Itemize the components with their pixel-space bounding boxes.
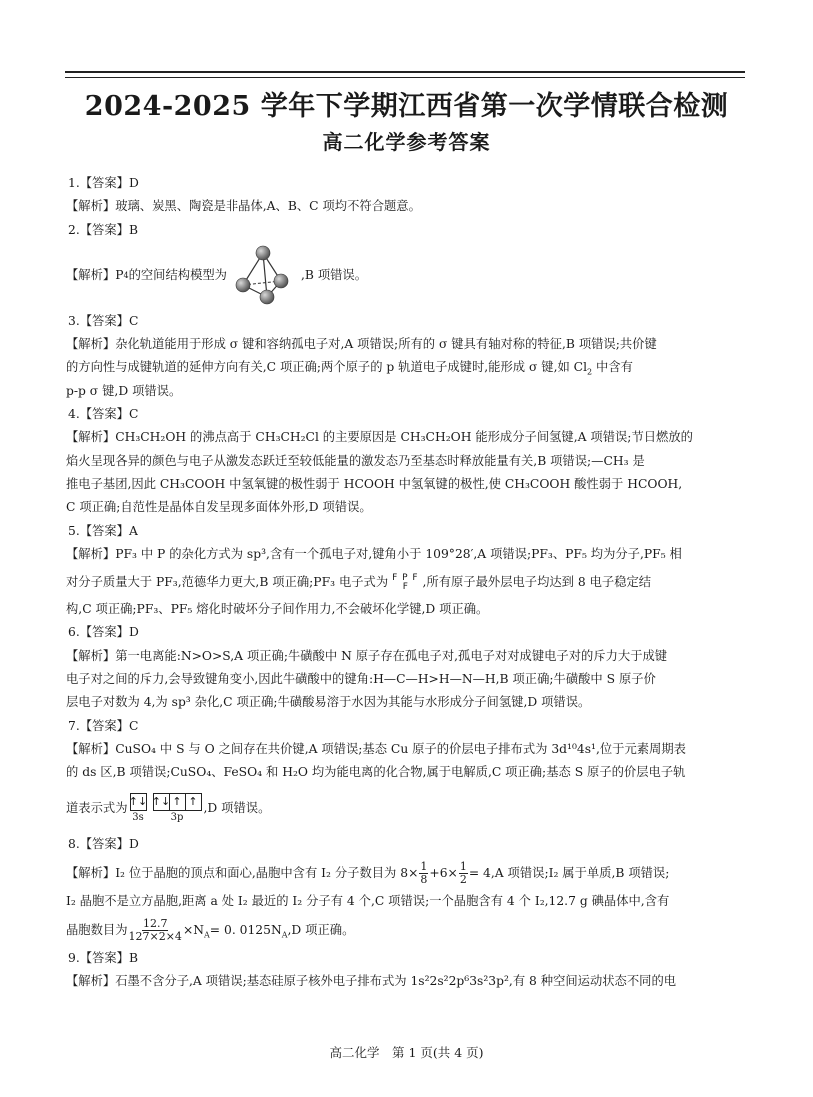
explanation-text: p-p σ 键,D 项错误。 [66, 383, 182, 398]
explanation-text: ×N [182, 923, 205, 938]
p4-tetrahedron-figure [229, 241, 299, 311]
question-8 [66, 833, 748, 948]
explanation-text: I₂ 位于晶胞的顶点和面心,晶胞中含有 I₂ 分子数目为 8× [115, 865, 419, 880]
explanation-text: 的 ds 区,B 项错误;CuSO₄、FeSO₄ 和 H₂O 均为能电离的化合物,属于电解质,C 项正确;基态 S 原子的价层电子轨 [66, 765, 686, 780]
answer-value: D [128, 836, 139, 851]
fraction-denominator: 8 [420, 872, 428, 886]
header-rule-thin [65, 77, 745, 78]
answer-value: B [128, 951, 138, 966]
question-1 [66, 172, 748, 219]
explanation-tag: 【解析】 [66, 199, 116, 214]
atom-ball [256, 246, 270, 260]
explanation-text: 晶胞数目为 [66, 923, 128, 938]
answer-value: C [128, 407, 139, 422]
question-5 [66, 520, 748, 622]
answer-tag: 【答案】 [79, 176, 129, 190]
question-number: 4. [68, 407, 80, 422]
fraction [459, 861, 468, 886]
question-3 [66, 310, 748, 403]
orbital-3s [130, 793, 147, 825]
answer-tag: 【答案】 [79, 718, 129, 733]
orbital-diagram [130, 793, 202, 825]
explanation-text: CH₃CH₂OH 的沸点高于 CH₃CH₂Cl 的主要原因是 CH₃CH₂OH 能形成分子间氢键,A 项错误;节日燃放的 [115, 430, 693, 445]
question-number: 8. [68, 836, 80, 851]
explanation-text: = 4,A 项错误;I₂ 属于单质,B 项错误; [468, 865, 670, 880]
header-rule-thick [65, 71, 745, 73]
answer-value: A [128, 523, 138, 538]
explanation-tag: 【解析】 [66, 974, 116, 989]
orbital-3p [153, 793, 202, 825]
explanation-tag: 【解析】 [66, 430, 116, 445]
lewis-bottom-row: F [402, 581, 408, 592]
orbital-box: ↑↓ [151, 794, 171, 808]
fraction-denominator: 127×2×4 [128, 930, 182, 944]
formula-text: P [115, 268, 124, 283]
orbital-label-3s: 3s [132, 811, 144, 823]
explanation-text: 构,C 项正确;PF₃、PF₅ 熔化时破坏分子间作用力,不会破坏化学键,D 项正确。 [66, 602, 489, 617]
explanation-tag: 【解析】 [66, 546, 116, 561]
explanation-tag: 【解析】 [66, 648, 116, 663]
question-9 [66, 947, 748, 994]
answer-value: C [128, 313, 139, 328]
formula-subscript: A [204, 930, 210, 940]
fraction [129, 918, 182, 943]
formula-subscript: 2 [587, 367, 593, 377]
answer-tag: 【答案】 [79, 407, 129, 422]
explanation-text: = 0. 0125N [209, 923, 282, 938]
question-4 [66, 403, 748, 519]
atom-ball [274, 274, 288, 288]
question-7 [66, 715, 748, 833]
explanation-text: +6× [429, 865, 458, 880]
answer-value: C [128, 718, 139, 733]
fraction [419, 861, 428, 886]
explanation-text: C 项正确;自范性是晶体自发呈现多面体外形,D 项错误。 [66, 500, 372, 515]
pf3-lewis-structure [392, 574, 419, 592]
answer-tag: 【答案】 [79, 951, 129, 966]
explanation-text: 石墨不含分子,A 项错误;基态硅原子核外电子排布式为 1s²2s²2p⁶3s²3p²,有 8 种空间运动状态不同的电 [115, 974, 677, 989]
page-subtitle: 高二化学参考答案 [322, 130, 491, 154]
explanation-text: ,D 项正确。 [287, 923, 355, 938]
explanation-text: 电子对之间的斥力,会导致键角变小,因此牛磺酸中的键角:H—C—H>H—N—H,B 项正确;牛磺酸中 S 原子价 [66, 672, 656, 687]
explanation-text: PF₃ 中 P 的杂化方式为 sp³,含有一个孤电子对,键角小于 109°28′,A 项错误;PF₃、PF₅ 均为分子,PF₅ 相 [115, 546, 682, 561]
answer-tag: 【答案】 [79, 523, 129, 538]
explanation-text: 中含有 [592, 360, 633, 375]
explanation-text: ,D 项错误。 [203, 800, 271, 815]
explanation-text: 对分子质量大于 PF₃,范德华力更大,B 项正确;PF₃ 电子式为 [66, 575, 389, 590]
answer-value: D [128, 176, 139, 190]
explanation-text: 第一电离能:N>O>S,A 项正确;牛磺酸中 N 原子存在孤电子对,孤电子对对成键电子对的斥力大于成键 [115, 648, 668, 663]
fraction-numerator: 1 [420, 859, 428, 873]
atom-ball [236, 278, 250, 292]
explanation-text: ,B 项错误。 [300, 268, 368, 283]
answer-tag: 【答案】 [79, 836, 129, 851]
orbital-label-3p: 3p [170, 811, 184, 823]
explanation-text: 的方向性与成键轨道的延伸方向有关,C 项正确;两个原子的 p 轨道电子成键时,能形成 σ 键,如 Cl [66, 360, 588, 375]
explanation-text: 玻璃、炭黑、陶瓷是非晶体,A、B、C 项均不符合题意。 [115, 199, 421, 214]
question-6 [66, 621, 748, 714]
explanation-text: 焰火呈现各异的颜色与电子从激发态跃迁至较低能量的激发态乃至基态时释放能量有关,B 项错误;—CH₃ 是 [66, 453, 645, 468]
question-number: 9. [68, 951, 80, 966]
orbital-box: ↑ [170, 794, 186, 810]
explanation-text: 层电子对数为 4,为 sp³ 杂化,C 项正确;牛磺酸易溶于水因为其能与水形成分子间氢键,D 项错误。 [66, 695, 591, 710]
answer-tag: 【答案】 [79, 222, 129, 237]
page-title: 2024-2025 学年下学期江西省第一次学情联合检测 [84, 91, 729, 122]
answer-content [66, 172, 748, 994]
explanation-tag: 【解析】 [66, 741, 116, 756]
question-number: 3. [68, 313, 80, 328]
question-number: 5. [68, 523, 80, 538]
question-number: 2. [68, 222, 80, 237]
explanation-text: 杂化轨道能用于形成 σ 键和容纳孤电子对,A 项错误;所有的 σ 键具有轴对称的特征,B 项错误;共价键 [115, 337, 657, 352]
question-number: 7. [68, 718, 80, 733]
question-2: 2.【答案】B 【解析】 P 4 的空间结构模型为 ,B 项错误。 [66, 219, 748, 310]
answer-tag: 【答案】 [79, 625, 129, 640]
explanation-text: ,所有原子最外层电子均达到 8 电子稳定结 [422, 575, 652, 590]
answer-value: D [128, 625, 139, 640]
explanation-tag: 【解析】 [66, 865, 116, 880]
explanation-tag: 【解析】 [66, 337, 116, 352]
orbital-box: ↑ [188, 794, 198, 808]
fraction-numerator: 12.7 [142, 917, 168, 931]
explanation-text: CuSO₄ 中 S 与 O 之间存在共价键,A 项错误;基态 Cu 原子的价层电子排布式为 3d¹⁰4s¹,位于元素周期表 [115, 741, 686, 756]
explanation-text: I₂ 晶胞不是立方晶胞,距离 a 处 I₂ 最近的 I₂ 分子有 4 个,C 项错误;一个晶胞含有 4 个 I₂,12.7 g 碘晶体中,含有 [66, 893, 670, 908]
answer-value: B [128, 222, 138, 237]
page-footer: 高二化学 第 1 页(共 4 页) [329, 1045, 484, 1060]
fraction-numerator: 1 [459, 859, 467, 873]
formula-subscript: A [281, 930, 288, 940]
question-number: 6. [68, 625, 80, 640]
orbital-box: ↑↓ [128, 794, 148, 808]
lewis-top-row: F P F [392, 572, 419, 583]
explanation-text: 道表示式为 [66, 800, 128, 815]
explanation-tag: 【解析】 [66, 268, 116, 283]
fraction-denominator: 2 [459, 872, 467, 886]
atom-ball [260, 290, 274, 304]
question-number: 1. [68, 176, 80, 190]
answer-tag: 【答案】 [79, 313, 129, 328]
explanation-text: 推电子基团,因此 CH₃COOH 中氢氧键的极性弱于 HCOOH 中氢氧键的极性,使 CH₃COOH 酸性弱于 HCOOH, [66, 476, 683, 491]
explanation-text: 的空间结构模型为 [128, 268, 227, 283]
